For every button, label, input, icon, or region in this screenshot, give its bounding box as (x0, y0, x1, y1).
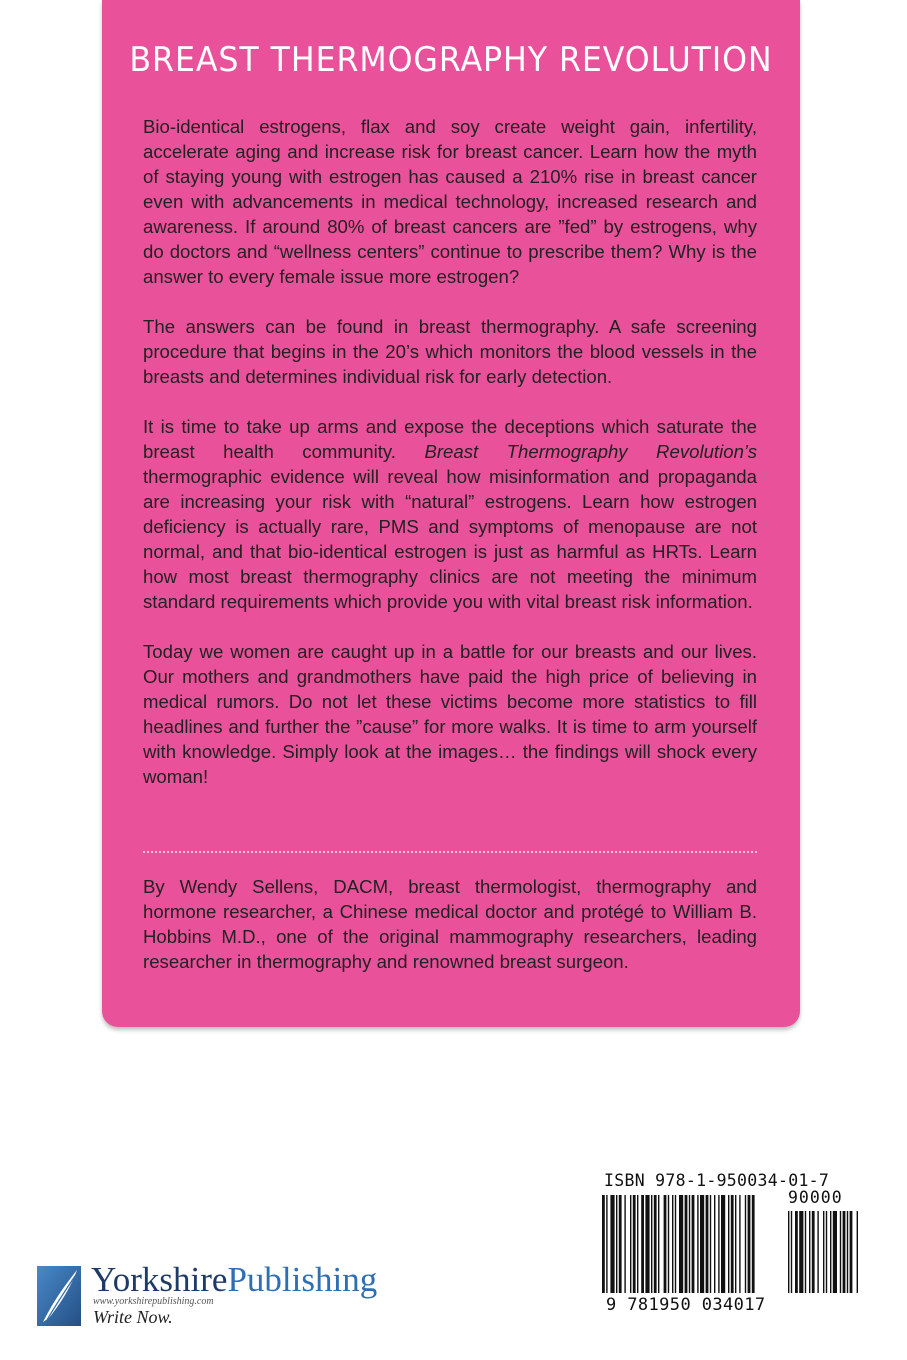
barcode-addon-bar (823, 1211, 824, 1293)
isbn-label: ISBN 978-1-950034-01-7 (604, 1171, 830, 1190)
barcode-addon-bar (847, 1211, 848, 1293)
barcode-addon-bar (812, 1211, 815, 1293)
barcode-bar (685, 1195, 688, 1293)
publisher-logo (37, 1262, 437, 1332)
barcode-bar (637, 1195, 638, 1293)
blurb-paragraph-3 (143, 414, 757, 614)
barcode-bar (675, 1195, 676, 1293)
barcode-addon: 90000 (788, 1188, 843, 1207)
barcode-addon-bar (788, 1211, 789, 1293)
barcode-bar (619, 1195, 622, 1293)
barcode-bars (592, 1195, 872, 1295)
barcode-addon-bar (809, 1211, 810, 1293)
back-cover-panel (102, 0, 800, 1027)
dotted-divider (143, 851, 757, 853)
publisher-url: www.yorkshirepublishing.com (93, 1296, 214, 1307)
barcode-bar (745, 1195, 746, 1293)
barcode-bar (714, 1195, 715, 1293)
barcode-bar (697, 1195, 698, 1293)
barcode-addon-bar (840, 1211, 841, 1293)
barcode-addon-bar (850, 1211, 853, 1293)
barcode-bar (692, 1195, 695, 1293)
barcode-bar (752, 1195, 755, 1293)
barcode-addon-bar (799, 1211, 803, 1293)
barcode-addon-bar (791, 1211, 792, 1293)
barcode-addon-bar (826, 1211, 827, 1293)
barcode-bar (679, 1195, 683, 1293)
barcode-bar (700, 1195, 704, 1293)
barcode-addon-bar (795, 1211, 798, 1293)
barcode-bar (710, 1195, 711, 1293)
barcode-bar (641, 1195, 644, 1293)
barcode-addon-bar (833, 1211, 837, 1293)
publisher-name: YorkshirePublishing (91, 1260, 378, 1299)
book-title: BREAST THERMOGRAPHY REVOLUTION (129, 40, 773, 80)
barcode-bar (633, 1195, 636, 1293)
barcode-bar (718, 1195, 719, 1293)
paragraph-3-intro: It is time to take up arms and expose the deceptions which saturate the breast health community. (143, 416, 757, 462)
barcode-bar (728, 1195, 729, 1293)
author-bio: By Wendy Sellens, DACM, breast thermologist, thermography and hormone researcher, a Chinese medical doctor and protégé to William B. Hobbins M.D., one of the original mammography researchers, leading researcher in thermography and renowned breast surgeon. (143, 876, 757, 972)
barcode-bar (706, 1195, 709, 1293)
barcode-bar (721, 1195, 725, 1293)
blurb-paragraph-4: Today we women are caught up in a battle for our breasts and our lives. Our mothers and grandmothers have paid the high price of believing in medical rumors. Do not let these victims become more statistics to fill headlines and further the ”cause” for more walks. It is time to arm yourself with knowledge. Simply look at the images… the findings will shock every woman! (143, 641, 757, 787)
isbn-barcode (592, 1168, 872, 1318)
barcode-addon-bar (805, 1211, 806, 1293)
barcode-addon-bar (830, 1211, 831, 1293)
barcode-bar (645, 1195, 649, 1293)
barcode-bar (748, 1195, 751, 1293)
blurb-paragraph-2: The answers can be found in breast thermography. A safe screening procedure that begins in the 20’s which monitors the blood vessels in the breasts and determines individual risk for early detection. (143, 316, 757, 387)
barcode-bar (672, 1195, 673, 1293)
barcode-addon-bar (843, 1211, 846, 1293)
barcode-bar (735, 1195, 736, 1293)
barcode-bar (630, 1195, 631, 1293)
blurb-paragraph-1: Bio-identical estrogens, flax and soy create weight gain, infertility, accelerate aging and increase risk for breast cancer. Learn how the myth of staying young with estrogen has caused a 210% rise in breast cancer even with advancements in medical technology, increased research and awareness. If around 80% of breast cancers are ”fed” by estrogens, why do doctors and “wellness centers” continue to prescribe them? Why is the answer to every female issue more estrogen? (143, 116, 757, 287)
barcode-bar (610, 1195, 614, 1293)
quill-icon (37, 1262, 85, 1328)
barcode-bar (668, 1195, 669, 1293)
paragraph-3-book-title: Breast Thermography Revolution’s (424, 441, 758, 462)
barcode-bar (689, 1195, 690, 1293)
barcode-bar (651, 1195, 652, 1293)
barcode-addon-bar (857, 1211, 858, 1293)
barcode-addon-bar (817, 1211, 818, 1293)
barcode-bar (654, 1195, 657, 1293)
barcode-bar (664, 1195, 667, 1293)
barcode-bar (606, 1195, 607, 1293)
blurb (143, 114, 757, 814)
barcode-bar (739, 1195, 740, 1293)
barcode-digits: 9 781950 034017 (606, 1295, 766, 1315)
paragraph-3-rest: thermographic evidence will reveal how misinformation and propaganda are increasing your risk with “natural” estrogens. Learn how estrogen deficiency is actually rare, PMS and symptoms of menopause are not normal, and that bio-identical estrogen is just as harmful as HRTs. Learn how most breast thermography clinics are not meeting the minimum standard requirements which provide you with vital breast risk information. (143, 466, 757, 612)
barcode-bar (658, 1195, 659, 1293)
barcode-bar (731, 1195, 734, 1293)
barcode-bar (624, 1195, 625, 1293)
publisher-tagline: Write Now. (93, 1307, 173, 1327)
barcode-bar (616, 1195, 617, 1293)
barcode-bar (602, 1195, 605, 1293)
